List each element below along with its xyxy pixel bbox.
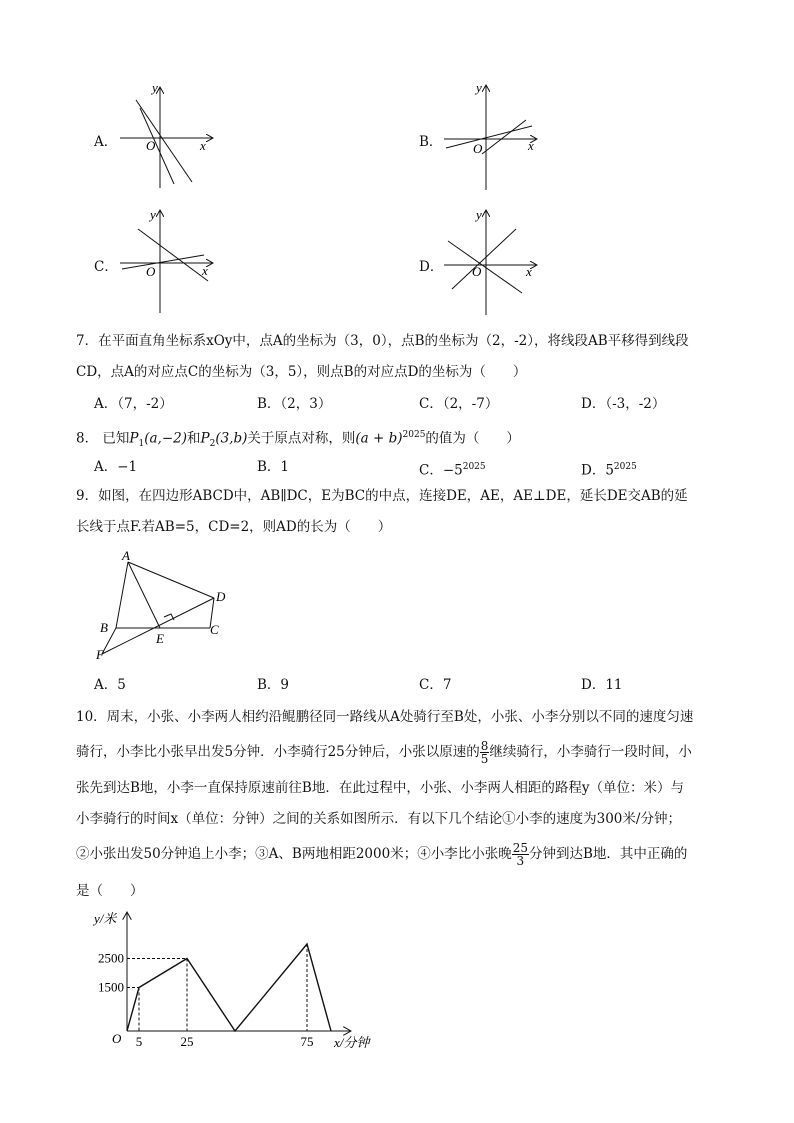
- q7-option-d: D．（-3，-2）: [581, 396, 666, 412]
- chart-xlabel: x/分钟: [334, 1035, 370, 1050]
- q10-line2: 骑行，小李比小张早出发5分钟．小李骑行25分钟后，小张以原速的 $\frac{8}{5}$ 继续骑行，小李骑行一段时间，小: [76, 739, 692, 766]
- chart-series-line: [127, 944, 331, 1031]
- y-tick-label: 2500: [98, 950, 124, 966]
- q7-option-c: C．（2，-7）: [419, 396, 499, 412]
- x-label: x: [202, 263, 208, 278]
- q8-stem: [76, 425, 520, 454]
- q8-option-a: A．−1: [94, 459, 138, 475]
- chart-ylabel: y/米: [94, 911, 117, 926]
- q10-frac-8-5: $\frac{8}{5}$: [480, 739, 489, 766]
- q10-line4: 小李骑行的时间x（单位：分钟）之间的关系如图所示．有以下几个结论①小李的速度为300米/分钟；: [76, 811, 681, 827]
- y-label: y: [152, 80, 158, 95]
- q8-suffix: 的值为（ ）: [425, 430, 520, 447]
- q10-line1: 10．周末，小张、小李两人相约沿鲲鹏径同一路线从A处骑行至B处，小张、小李分别以不同的速度匀速: [76, 709, 694, 725]
- q10-line6: 是（ ）: [76, 883, 144, 899]
- point-b: B: [100, 620, 108, 635]
- option-c-label: C．: [94, 259, 118, 275]
- y-tick-label: 1500: [98, 979, 124, 995]
- q9-option-b: B．9: [257, 677, 290, 693]
- x-tick-label: 5: [135, 1034, 143, 1049]
- q8-mid: 关于原点对称，则: [247, 430, 356, 447]
- q9-option-a: A．5: [94, 677, 126, 693]
- q8-option-b: B．1: [257, 459, 290, 475]
- q8-prefix: 8． 已知: [76, 430, 130, 447]
- y-label: y: [476, 207, 482, 222]
- q9-line1: 9．如图，在四边形ABCD中，AB∥DC，E为BC的中点，连接DE，AE，AE⊥DE，延长DE交AB的延: [76, 488, 688, 504]
- origin-label: O: [472, 264, 482, 279]
- chart-origin: O: [112, 1031, 122, 1046]
- segment-ae: [128, 562, 160, 628]
- q8-p2-coord: (3,b): [215, 430, 248, 447]
- q8-p1-coord: (a,−2): [144, 430, 187, 447]
- point-f: F: [96, 647, 104, 662]
- q10-line5: ②小张出发50分钟追上小李；③A、B两地相距2000米；④小李比小张晚 $\frac{25}{3}$ 分钟到达B地．其中正确的: [76, 841, 688, 868]
- x-label: x: [200, 138, 206, 153]
- point-e: E: [156, 631, 164, 646]
- option-c-graph: [112, 205, 222, 320]
- q10-frac-25-3: $\frac{25}{3}$: [512, 841, 528, 868]
- x-label: x: [528, 138, 534, 153]
- q8-p2: P: [200, 430, 210, 447]
- option-a-graph: [112, 80, 222, 195]
- q8-p2-sub: 2: [209, 439, 216, 450]
- line-2: [122, 255, 204, 269]
- segment-ad: [128, 562, 214, 598]
- x-tick-label: 75: [300, 1034, 314, 1049]
- q7-option-b: B．（2，3）: [257, 396, 332, 412]
- q9-line2: 长线于点F.若AB=5，CD=2，则AD的长为（ ）: [76, 519, 392, 535]
- q7-option-a: A．（7，-2）: [94, 396, 173, 412]
- option-b-label: B．: [419, 134, 443, 150]
- line-1: [448, 241, 522, 293]
- q7-line2: CD，点A的对应点C的坐标为（3，5），则点B的对应点D的坐标为（ ）: [76, 364, 527, 380]
- q8-expr: (a + b): [355, 430, 403, 447]
- point-c: C: [210, 622, 219, 637]
- q10-chart: [88, 905, 398, 1055]
- line-1: [446, 126, 532, 148]
- q9-figure: [90, 548, 240, 668]
- q8-p1: P: [129, 430, 139, 447]
- option-d-label: D．: [419, 259, 444, 275]
- q9-option-d: D．11: [581, 677, 623, 693]
- chart-guides: [127, 944, 307, 1031]
- point-a: A: [122, 548, 130, 563]
- q8-exp: 2025: [402, 430, 426, 440]
- q10-line3: 张先到达B地，小李一直保持原速前往B地．在此过程中，小张、小李两人相距的路程y（单位：米）与: [76, 780, 684, 796]
- option-d-graph: [436, 205, 546, 320]
- origin-label: O: [146, 264, 156, 279]
- y-label: y: [476, 80, 482, 95]
- line-1: [136, 100, 192, 182]
- point-d: D: [216, 589, 226, 604]
- x-label: x: [526, 264, 532, 279]
- q9-option-c: C．7: [419, 677, 452, 693]
- line-2: [452, 229, 516, 289]
- y-label: y: [150, 207, 156, 222]
- option-b-graph: [436, 80, 546, 195]
- q8-and: 和: [187, 430, 201, 447]
- q8-option-c: C．$-5^{2025}$: [419, 462, 486, 479]
- q8-option-d: D．$5^{2025}$: [581, 462, 637, 479]
- q8-p1-sub: 1: [138, 439, 145, 450]
- origin-label: O: [473, 141, 483, 156]
- option-a-label: A．: [94, 134, 118, 150]
- q7-line1: 7．在平面直角坐标系xOy中，点A的坐标为（3，0），点B的坐标为（2，-2），将线段AB平移得到线段: [76, 333, 689, 349]
- line-af: [102, 562, 128, 654]
- origin-label: O: [146, 138, 156, 153]
- x-tick-label: 25: [180, 1034, 194, 1049]
